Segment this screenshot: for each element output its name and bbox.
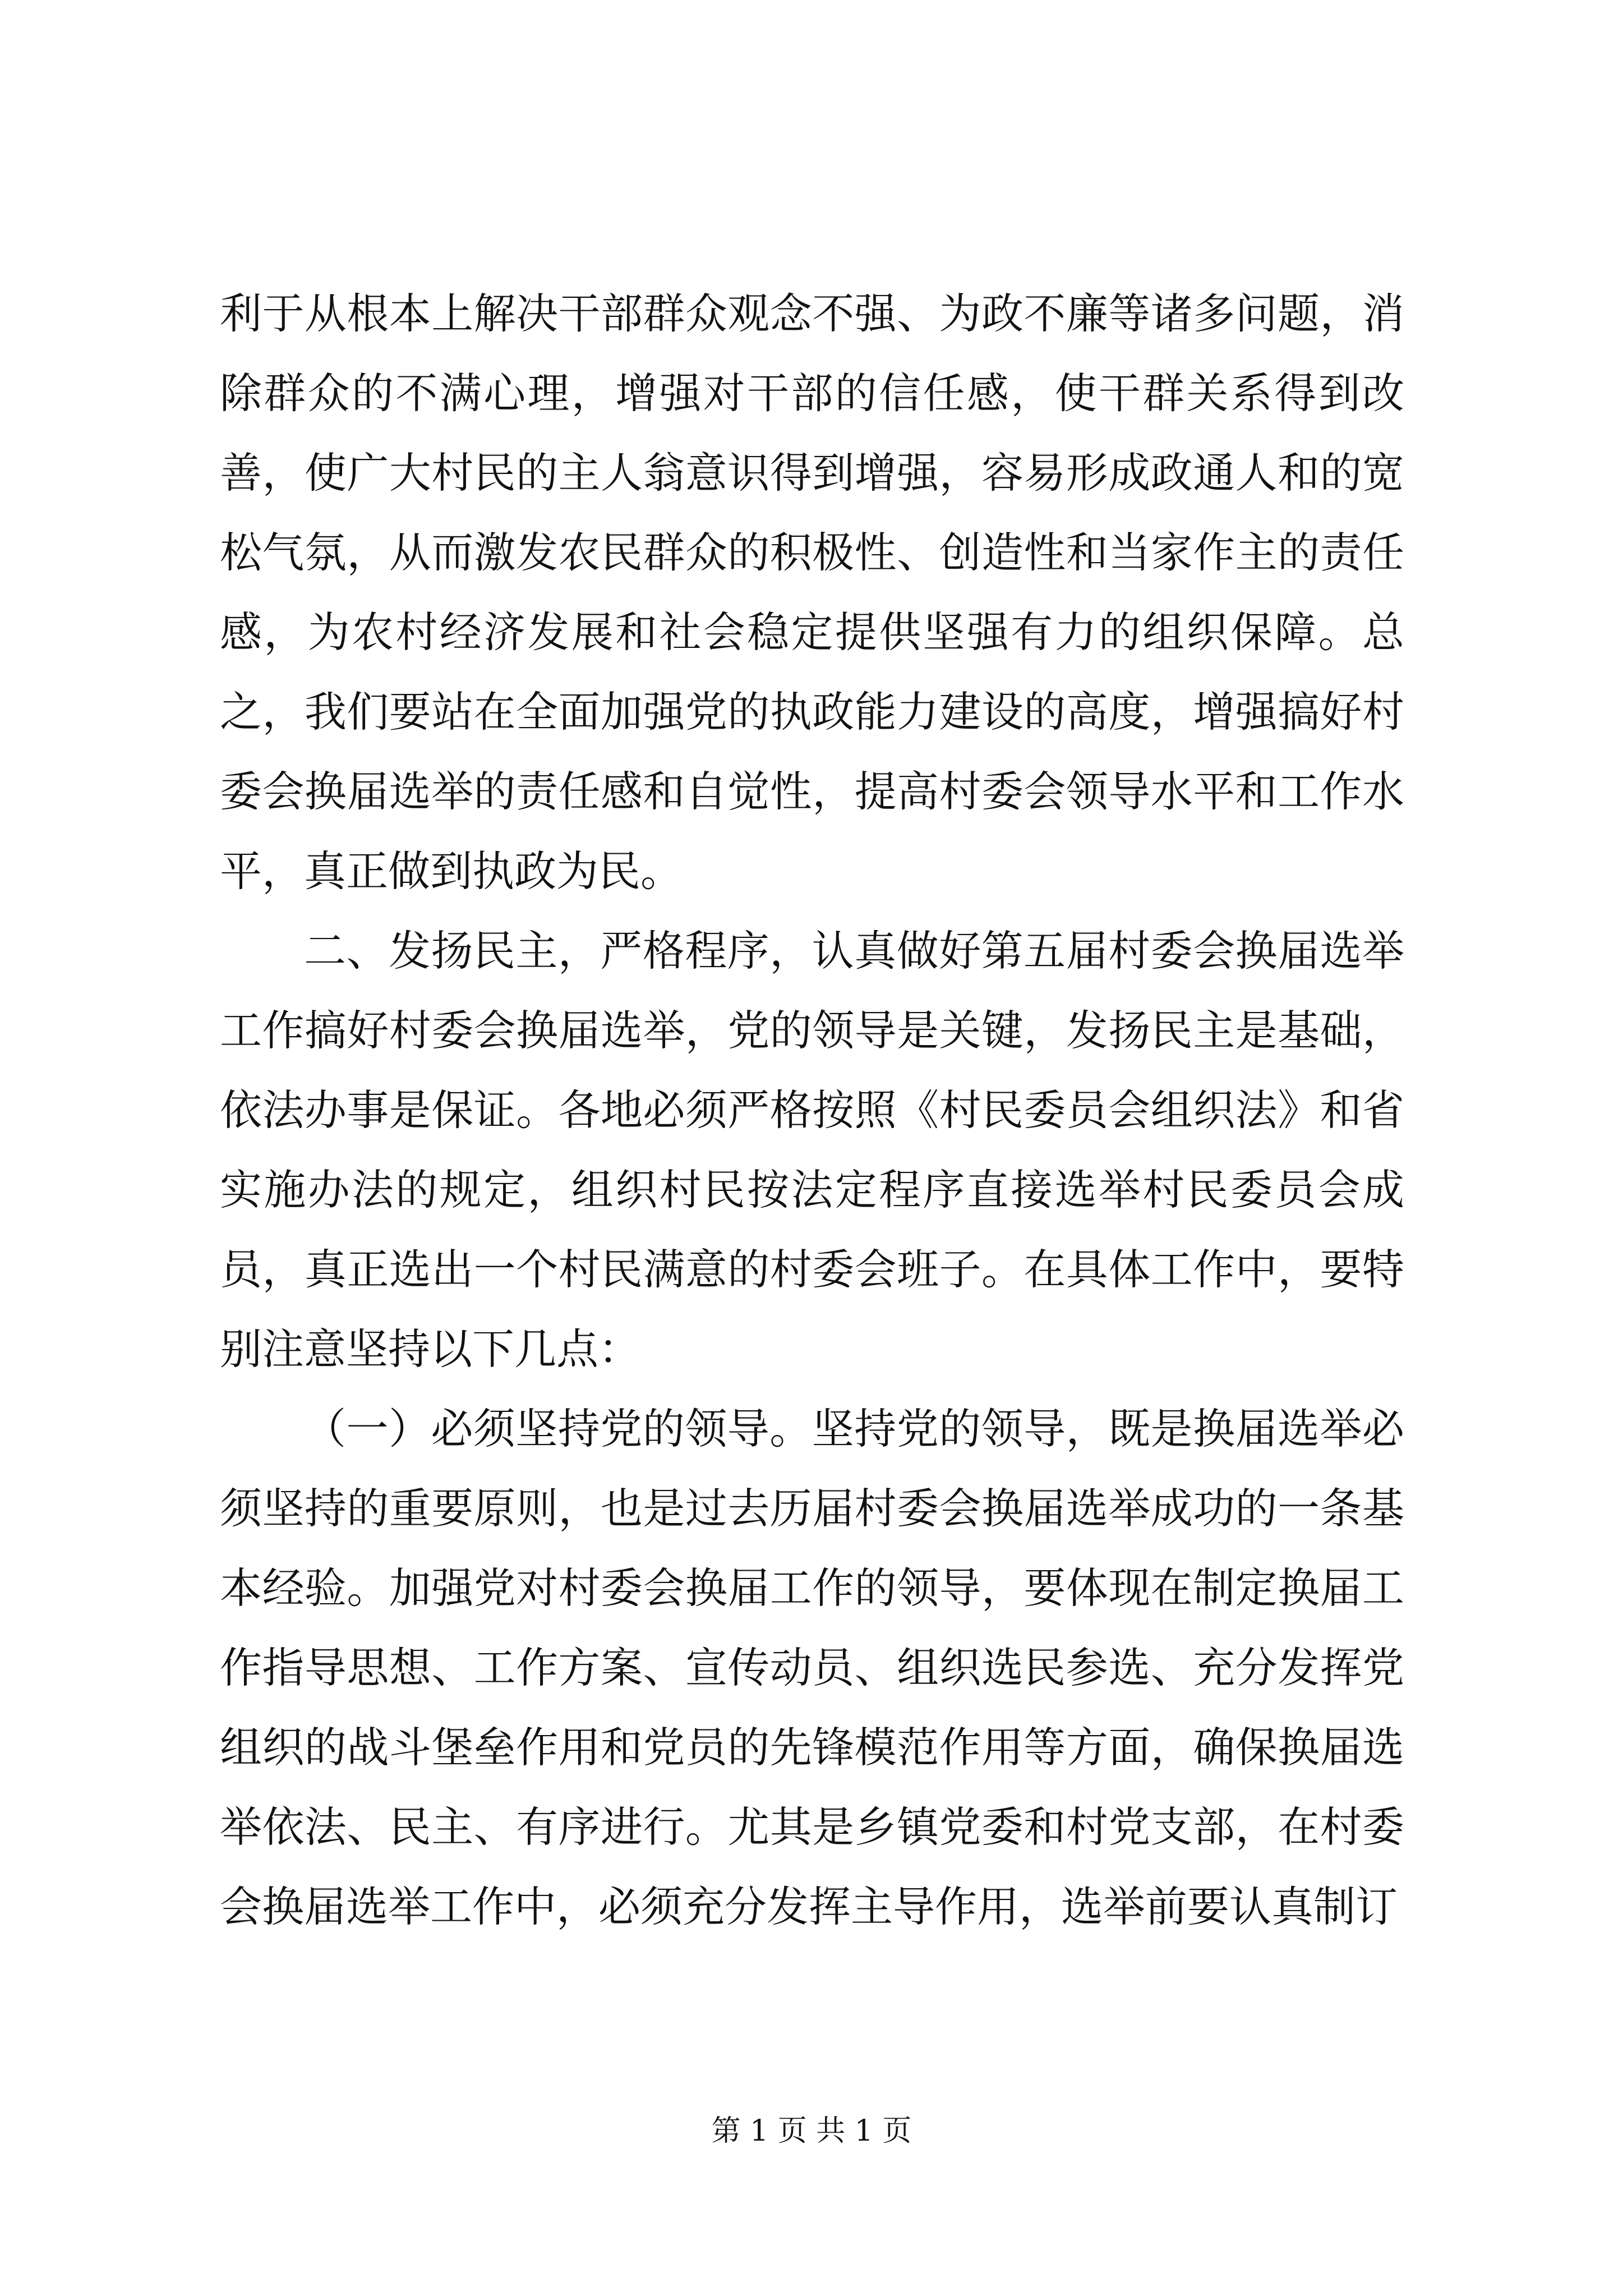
- paragraph-section-two: 二、发扬民主，严格程序，认真做好第五届村委会换届选举工作搞好村委会换届选举，党的领导是关键，发扬民主是基础，依法办事是保证。各地必须严格按照《村民委员会组织法》和省实施办法的规定，组织村民按法定程序直接选举村民委员会成员，真正选出一个村民满意的村委会班子。在具体工作中，要特别注意坚持以下几点：: [220, 926, 1404, 1374]
- page-footer: 第 1 页 共 1 页: [711, 2114, 912, 2148]
- paragraph-point-one: （一）必须坚持党的领导。坚持党的领导，既是换届选举必须坚持的重要原则，也是过去历届村委会换届选举成功的一条基本经验。加强党对村委会换届工作的领导，要体现在制定换届工作指导思想、工作方案、宣传动员、组织选民参选、充分发挥党组织的战斗堡垒作用和党员的先锋模范作用等方面，确保换届选举依法、民主、有序进行。尤其是乡镇党委和村党支部，在村委会换届选举工作中，必须充分发挥主导作用，选举前要认真制订: [220, 1404, 1404, 1931]
- document-body: [220, 274, 1404, 1947]
- paragraph-continuation: 利于从根本上解决干部群众观念不强、为政不廉等诸多问题，消除群众的不满心理，增强对干部的信任感，使干群关系得到改善，使广大村民的主人翁意识得到增强，容易形成政通人和的宽松气氛，从而激发农民群众的积极性、创造性和当家作主的责任感，为农村经济发展和社会稳定提供坚强有力的组织保障。总之，我们要站在全面加强党的执政能力建设的高度，增强搞好村委会换届选举的责任感和自觉性，提高村委会领导水平和工作水平，真正做到执政为民。: [220, 289, 1404, 896]
